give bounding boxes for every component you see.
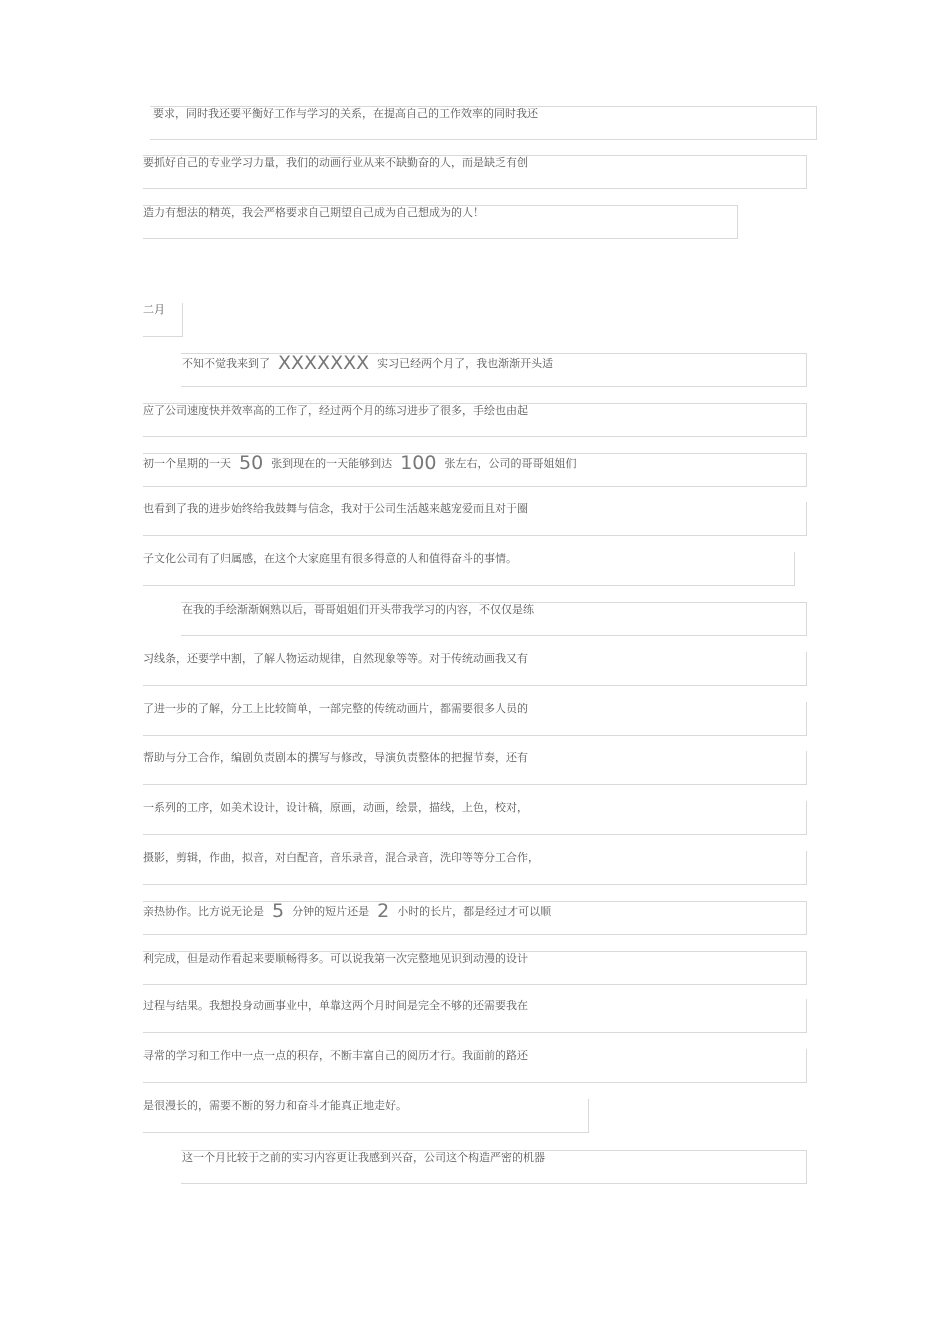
section-heading-box bbox=[143, 303, 183, 337]
text-line-content: 不知不觉我来到了 XXXXXXX 实习已经两个月了，我也渐渐开头适 bbox=[182, 352, 554, 374]
text-line-content: 是很漫长的，需要不断的努力和奋斗才能真正地走好。 bbox=[143, 1099, 407, 1112]
text-line-content: 这一个月比较于之前的实习内容更让我感到兴奋，公司这个构造严密的机器 bbox=[182, 1151, 545, 1164]
text-line-content: 一系列的工序，如美术设计，设计稿，原画，动画，绘景，描线，上色，校对， bbox=[143, 801, 528, 814]
text-line-content: 要抓好自己的专业学习力量，我们的动画行业从来不缺勤奋的人，而是缺乏有创 bbox=[143, 156, 528, 169]
text-line bbox=[143, 801, 807, 835]
text-line bbox=[143, 205, 738, 239]
text-line bbox=[143, 552, 795, 586]
text-line-content: 寻常的学习和工作中一点一点的积存，不断丰富自己的阅历才行。我面前的路还 bbox=[143, 1049, 528, 1062]
text-line-content: 亲热协作。比方说无论是 5 分钟的短片还是 2 小时的长片，都是经过才可以顺 bbox=[143, 900, 552, 922]
text-line bbox=[143, 999, 807, 1033]
text-line bbox=[143, 155, 807, 189]
text-line bbox=[143, 901, 807, 935]
text-line-content: 也看到了我的进步始终给我鼓舞与信念，我对于公司生活越来越宠爱而且对于圈 bbox=[143, 502, 528, 515]
text-line-content: 利完成，但是动作看起来要顺畅得多。可以说我第一次完整地见识到动漫的设计 bbox=[143, 952, 528, 965]
number-highlight: 50 bbox=[239, 452, 264, 474]
text-line-content: 摄影，剪辑，作曲，拟音，对白配音，音乐录音，混合录音，洗印等等分工合作， bbox=[143, 851, 539, 864]
text-line bbox=[143, 652, 807, 686]
text-line bbox=[181, 1150, 807, 1184]
text-line-content: 在我的手绘渐渐娴熟以后，哥哥姐姐们开头带我学习的内容，不仅仅是练 bbox=[182, 603, 534, 616]
text-line-content: 了进一步的了解，分工上比较简单，一部完整的传统动画片，都需要很多人员的 bbox=[143, 702, 528, 715]
text-line bbox=[181, 602, 807, 636]
text-line-content: 过程与结果。我想投身动画事业中，单靠这两个月时间是完全不够的还需要我在 bbox=[143, 999, 528, 1012]
number-highlight: 100 bbox=[400, 452, 437, 474]
text-line bbox=[150, 106, 817, 140]
text-line bbox=[143, 702, 807, 736]
text-line-content: 要求，同时我还要平衡好工作与学习的关系，在提高自己的工作效率的同时我还 bbox=[153, 107, 538, 120]
text-line bbox=[143, 751, 807, 785]
text-line bbox=[143, 403, 807, 437]
text-line-content: 应了公司速度快并效率高的工作了，经过两个月的练习进步了很多，手绘也由起 bbox=[143, 404, 528, 417]
text-line-content: 子文化公司有了归属感，在这个大家庭里有很多得意的人和值得奋斗的事情。 bbox=[143, 552, 517, 565]
text-line-content: 习线条，还要学中割，了解人物运动规律，自然现象等等。对于传统动画我又有 bbox=[143, 652, 528, 665]
text-line bbox=[143, 502, 807, 536]
text-line bbox=[181, 353, 807, 387]
text-line bbox=[143, 453, 807, 487]
text-line-content: 初一个星期的一天 50 张到现在的一天能够到达 100 张左右，公司的哥哥姐姐们 bbox=[143, 452, 577, 474]
text-line-content: 造力有想法的精英，我会严格要求自己期望自己成为自己想成为的人！ bbox=[143, 206, 484, 219]
section-title: 二月 bbox=[143, 303, 165, 316]
text-line bbox=[143, 1099, 589, 1133]
number-highlight: 2 bbox=[377, 900, 390, 922]
text-line-content: 帮助与分工合作，编剧负责剧本的撰写与修改，导演负责整体的把握节奏，还有 bbox=[143, 751, 528, 764]
number-highlight: 5 bbox=[272, 900, 285, 922]
text-line bbox=[143, 1049, 807, 1083]
company-name-placeholder: XXXXXXX bbox=[278, 352, 370, 374]
text-line bbox=[143, 951, 807, 985]
text-line bbox=[143, 851, 807, 885]
